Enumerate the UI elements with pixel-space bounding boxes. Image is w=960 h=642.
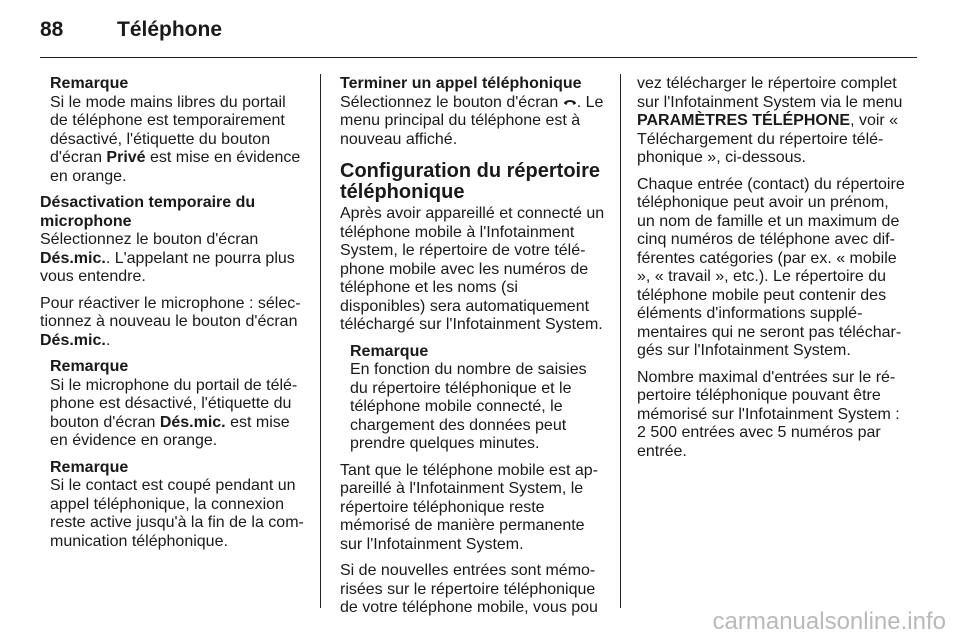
paragraph-phonebook-stored: Tant que le téléphone mobile est appareillé à l'Infotainment System, le répertoire téléphonique reste mémorisé de manière permanente sur l'Infotainment System. bbox=[340, 461, 598, 553]
mute-button-label: Dés.mic. bbox=[159, 413, 226, 431]
note-text: En fonction du nombre de saisies du répertoire téléphonique et le téléphone mobile connecté, le chargement des données peut prendre quelques minutes. bbox=[350, 361, 587, 452]
note-title: Remarque bbox=[50, 75, 129, 92]
text: Pour réactiver le microphone : sélectionnez à nouveau le bouton d'écran bbox=[40, 294, 301, 330]
paragraph-unmute bbox=[40, 295, 306, 351]
section-heading-phonebook: Configuration du répertoire téléphonique bbox=[340, 160, 600, 203]
text: . Le menu principal du téléphone est à nouveau affiché. bbox=[340, 93, 604, 148]
text: Sélectionnez le bouton d'écran bbox=[40, 231, 259, 248]
note-title: Remarque bbox=[50, 458, 129, 476]
header-rule bbox=[40, 57, 917, 58]
note-title: Remarque bbox=[50, 358, 129, 375]
watermark: carmanualsonline.info bbox=[712, 608, 946, 635]
page-title: Téléphone bbox=[117, 18, 223, 41]
private-button-label: Privé bbox=[106, 149, 146, 166]
note-text: Si le mode mains libres du portail de téléphone est temporairement désactivé, l'étiquette du bouton d'écran bbox=[50, 93, 286, 166]
paragraph-phonebook-download: Après avoir appareillé et connecté un téléphone mobile à l'Infotainment System, le répertoire de votre téléphone mobile avec les numéros de téléphone et les noms (si disponibles) sera automatiquement téléchargé sur l'Infotainment System. bbox=[340, 205, 605, 333]
note-private-mode bbox=[50, 75, 306, 186]
note-download-time bbox=[350, 343, 606, 454]
text: . bbox=[105, 331, 111, 349]
note-text: est mise en évidence en orange. bbox=[50, 413, 290, 449]
text: Sélectionnez le bouton d'écran bbox=[340, 93, 563, 111]
subheading-mute-microphone: Désactivation temporaire du microphone bbox=[40, 194, 256, 230]
column-2 bbox=[340, 75, 606, 626]
mute-button-label: Dés.mic. bbox=[40, 331, 106, 349]
column-divider-1 bbox=[320, 74, 321, 608]
page-number: 88 bbox=[40, 18, 64, 41]
note-title: Remarque bbox=[350, 342, 429, 360]
column-divider-2 bbox=[620, 74, 621, 608]
text: , voir « Téléchargement du répertoire téléphonique », ci-dessous. bbox=[637, 112, 899, 166]
paragraph-download-menu bbox=[637, 75, 905, 168]
column-3 bbox=[637, 75, 905, 469]
note-ignition-off bbox=[50, 459, 306, 552]
paragraph-mute bbox=[40, 231, 306, 287]
paragraph-end-call bbox=[340, 94, 606, 150]
note-text: Si le microphone du portail de téléphone est désactivé, l'étiquette du bouton d'écran bbox=[50, 376, 298, 431]
note-text: est mise en évidence en orange. bbox=[50, 149, 301, 185]
column-1 bbox=[40, 75, 306, 559]
paragraph-new-entries: Si de nouvelles entrées sont mémorisées sur le répertoire téléphonique de votre téléphone mobile, vous pou bbox=[340, 562, 598, 616]
mute-button-label: Dés.mic. bbox=[40, 249, 106, 267]
hang-up-icon bbox=[563, 97, 577, 106]
paragraph-contact-entries: Chaque entrée (contact) du répertoire téléphonique peut avoir un prénom, un nom de famille et un maximum de cinq numéros de téléphone avec différentes catégories (par ex. « mobile », « travail », etc.). Le répertoire du téléphone mobile peut contenir des éléments d'informations supplémentaires qui ne seront pas téléchargés sur l'Infotainment System. bbox=[637, 175, 905, 359]
page-header bbox=[40, 18, 222, 48]
note-text: Si le contact est coupé pendant un appel téléphonique, la connexion reste active jusqu'à la fin de la communication téléphonique. bbox=[50, 477, 304, 550]
paragraph-max-entries: Nombre maximal d'entrées sur le répertoire téléphonique pouvant être mémorisé sur l'Infotainment System : 2 500 entrées avec 5 numéros par entrée. bbox=[637, 368, 900, 460]
text: vez télécharger le répertoire complet sur l'Infotainment System via le menu bbox=[637, 75, 903, 111]
text: . L'appelant ne pourra plus vous entendre. bbox=[40, 249, 295, 285]
menu-label: PARAMÈTRES TÉLÉPHONE bbox=[637, 112, 851, 129]
note-mic-muted bbox=[50, 358, 306, 451]
subheading-end-call: Terminer un appel téléphonique bbox=[340, 75, 582, 92]
